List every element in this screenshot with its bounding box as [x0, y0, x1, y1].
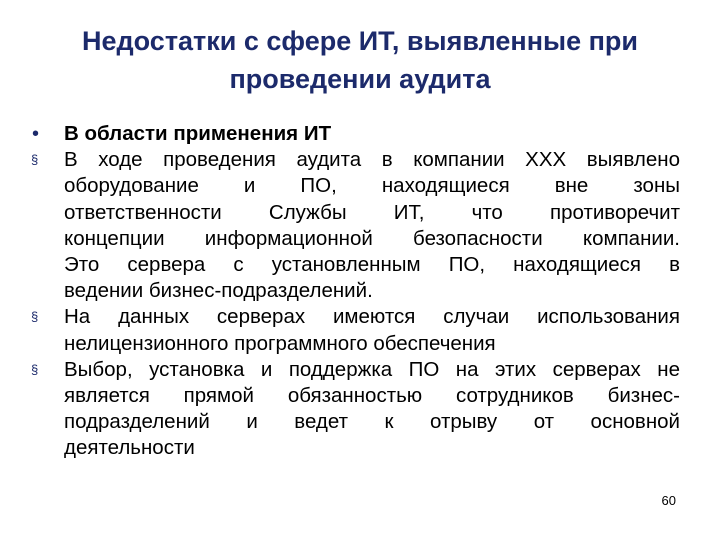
list-item-line: концепции информационной безопасности компании. [64, 226, 680, 250]
bullet-section-icon: § [31, 361, 39, 377]
bullet-section-icon: § [31, 309, 39, 325]
list-item-line: На данных серверах имеются случаи использования [64, 305, 680, 329]
list-item-line: В области применения ИТ [64, 122, 332, 145]
slide-title [40, 22, 680, 98]
list-item-hardware-outside-scope [30, 147, 680, 304]
list-item-unlicensed-software [30, 304, 680, 356]
list-item-line: В ходе проведения аудита в компании ХХХ выявлено [64, 148, 680, 172]
title-line-2: проведении аудита [229, 64, 491, 94]
list-item-line: нелицензионного программного обеспечения [64, 331, 496, 355]
page-number: 60 [661, 493, 676, 508]
list-item-line: Это сервера с установленным ПО, находящиеся в [64, 252, 680, 276]
bullet-section-icon: § [31, 152, 39, 168]
list-item-line: Выбор, установка и поддержка ПО на этих серверах не [64, 357, 680, 381]
bullet-list [30, 121, 680, 461]
title-line-1: Недостатки с сфере ИТ, выявленные при [82, 26, 638, 56]
list-item-line: подразделений и ведет к отрыву от основной [64, 410, 680, 434]
list-item-heading [30, 121, 680, 147]
bullet-dot-icon: • [32, 123, 40, 145]
list-item-line: является прямой обязанностью сотрудников бизнес- [64, 383, 680, 407]
list-item-line: оборудование и ПО, находящиеся вне зоны [64, 174, 680, 198]
list-item-line: ответственности Службы ИТ, что противоречит [64, 200, 680, 224]
list-item-software-support [30, 357, 680, 462]
list-item-line: деятельности [64, 436, 195, 460]
list-item-line: ведении бизнес-подразделений. [64, 279, 373, 303]
